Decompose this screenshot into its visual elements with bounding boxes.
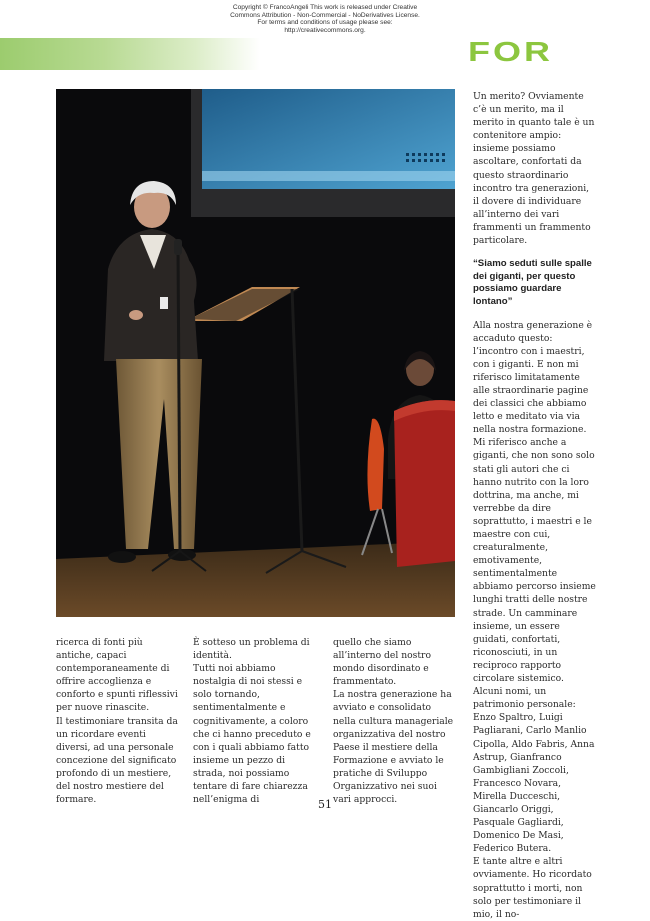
copyright-notice [198,4,452,34]
stage-photo [56,89,455,617]
copyright-line: Commons Attribution - Non-Commercial - NoDerivatives License. [230,11,420,19]
paragraph: E tante altre e altri ovviamente. Ho ricordato soprattutto i morti, non solo per testimoniare il mio, il no- [473,856,592,920]
copyright-line: Copyright © FrancoAngeli This work is released under Creative [232,4,418,11]
paragraph: Tutti noi abbiamo nostalgia di noi stessi e solo tornando, sentimentalmente e cognitivamente, a coloro che ci hanno preceduto e con i quali abbiamo fatto insieme un pezzo di strada, noi possiamo tentare di fare chiarezza nell’enigma di [193,663,311,806]
copyright-line: http://creativecommons.org. [284,26,366,34]
paragraph: Un merito? Ovviamente c’è un merito, ma il merito in quanto tale è un contenitore ampio: insieme possiamo ascoltare, confortati da questo straordinario incontro tra generazioni, il dovere di individuare all’interno dei vari frammenti un frammento particolare. [473,91,595,247]
page-number: 51 [318,798,332,811]
paragraph: Alla nostra generazione è accaduto questo: l’incontro con i maestri, con i giganti. E non mi riferisco limitatamente alle straordinarie pagine dei classici che abbiamo letto e meditato via via nella nostra formazione. Mi riferisco anche a giganti, che non sono solo stati gli autori che ci hanno nutrito con la loro dottrina, ma anche, mi verrebbe da dire soprattutto, i maestri e le maestre con cui, creaturalmente, emotivamente, sentimentalmente abbiamo percorso insieme lunghi tratti delle nostre strade. Un camminare insieme, un essere guidati, confortati, riconosciuti, in un reciproco rapporto circolare sistemico. [473,319,596,685]
paragraph: È sotteso un problema di identità. [193,637,310,662]
copyright-line: For terms and conditions of usage please see: [257,19,393,27]
paragraph: La nostra generazione ha avviato e consolidato nella cultura manageriale organizzativa del nostro Paese il mestiere della Formazione e avviato le pratiche di Sviluppo Organizzativo nei suoi vari approcci. [333,689,454,806]
paragraph: quello che siamo all’interno del nostro mondo disordinato e frammentato. [333,637,431,688]
paragraph: Alcuni nomi, un patrimonio personale: Enzo Spaltro, Luigi Pagliarani, Carlo Manlio Cipolla, Aldo Fabris, Anna Astrup, Gianfranco Gambigliani Zoccoli, Francesco Novara, Mirella Ducceschi, Giancarlo Origgi, Pasquale Gagliardi, Domenico De Masi, Federico Butera. [473,686,595,855]
bottom-column-3 [333,636,456,806]
paragraph: ricerca di fonti più antiche, capaci contemporaneamente di offrire accoglienza e conforto e spunti riflessivi per nuove rinascite. [56,637,178,714]
bottom-column-1 [56,636,179,806]
magazine-logo: FOR [468,35,553,68]
bottom-column-2 [193,636,316,806]
paragraph: Il testimoniare transita da un ricordare eventi diversi, ad una personale concezione del significato profondo di un mestiere, del nostro mestiere del formare. [56,715,178,806]
header-green-band [0,38,260,70]
pull-quote: “Siamo seduti sulle spalle dei giganti, per questo possiamo guardare lontano” [473,258,592,307]
right-column [473,90,596,921]
projection-screen [191,89,455,217]
red-table [394,400,455,567]
